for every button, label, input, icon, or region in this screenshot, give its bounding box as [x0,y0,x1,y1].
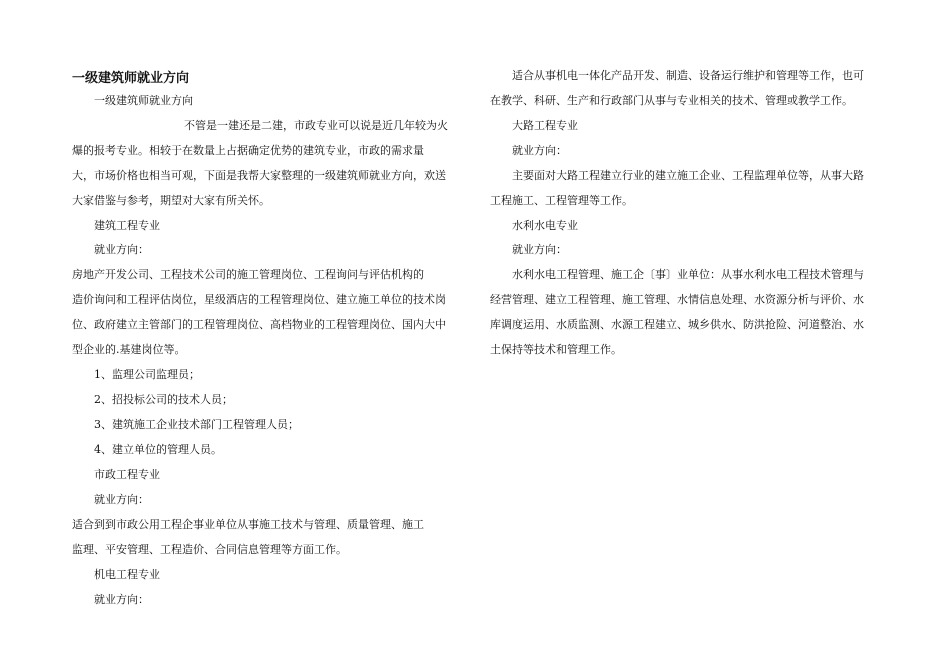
intro-line: 爆的报考专业。相较于在数量上占据确定优势的建筑专业，市政的需求量 [72,144,424,157]
paragraph-line: 位、政府建立主管部门的工程管理岗位、高档物业的工程管理岗位、国内大中 [72,318,446,331]
document-title: 一级建筑师就业方向 [72,71,190,86]
section-heading-jianzhu: 建筑工程专业 [94,219,160,232]
section-direction-label: 就业方向： [94,593,149,606]
paragraph-line: 主要面对大路工程建立行业的建立施工企业、工程监理单位等，从事大路 [512,169,864,182]
section-direction-label: 就业方向： [512,144,567,157]
paragraph-line: 工程施工、工程管理等工作。 [490,194,633,207]
section-heading-jidian: 机电工程专业 [94,568,160,581]
section-direction-label: 就业方向： [512,243,567,256]
list-item: 3、建筑施工企业技术部门工程管理人员； [94,418,299,431]
list-item: 4、建立单位的管理人员。 [94,443,222,456]
list-item: 1、监理公司监理员； [94,368,200,381]
section-heading-shizheng: 市政工程专业 [94,468,160,481]
section-heading-dalu: 大路工程专业 [512,119,578,132]
intro-line: 大，市场价格也相当可观，下面是我帮大家整理的一级建筑师就业方向，欢送 [72,169,446,182]
intro-line: 不管是一建还是二建，市政专业可以说是近几年较为火 [184,119,448,132]
section-heading-shuili: 水利水电专业 [512,219,578,232]
section-direction-label: 就业方向： [94,243,149,256]
paragraph-line: 造价询问和工程评估岗位，星级酒店的工程管理岗位、建立施工单位的技术岗 [72,293,446,306]
paragraph-line: 房地产开发公司、工程技术公司的施工管理岗位、工程询问与评估机构的 [72,268,424,281]
paragraph-line: 适合到到市政公用工程企事业单位从事施工技术与管理、质量管理、施工 [72,518,424,531]
subtitle: 一级建筑师就业方向 [94,94,193,107]
intro-line: 大家借鉴与参考，期望对大家有所关怀。 [72,194,270,207]
paragraph-line: 在教学、科研、生产和行政部门从事与专业相关的技术、管理或教学工作。 [490,94,853,107]
section-direction-label: 就业方向： [94,493,149,506]
paragraph-line: 型企业的.基建岗位等。 [72,343,186,356]
paragraph-line: 库调度运用、水质监测、水源工程建立、城乡供水、防洪抢险、河道整治、水 [490,318,864,331]
paragraph-line: 监理、平安管理、工程造价、合同信息管理等方面工作。 [72,543,347,556]
list-item: 2、招投标公司的技术人员； [94,393,233,406]
paragraph-line: 适合从事机电一体化产品开发、制造、设备运行维护和管理等工作，也可 [512,69,864,82]
paragraph-line: 水利水电工程管理、施工企〔事〕业单位：从事水利水电工程技术管理与 [512,268,864,281]
paragraph-line: 土保持等技术和管理工作。 [490,343,622,356]
paragraph-line: 经营管理、建立工程管理、施工管理、水情信息处理、水资源分析与评价、水 [490,293,864,306]
